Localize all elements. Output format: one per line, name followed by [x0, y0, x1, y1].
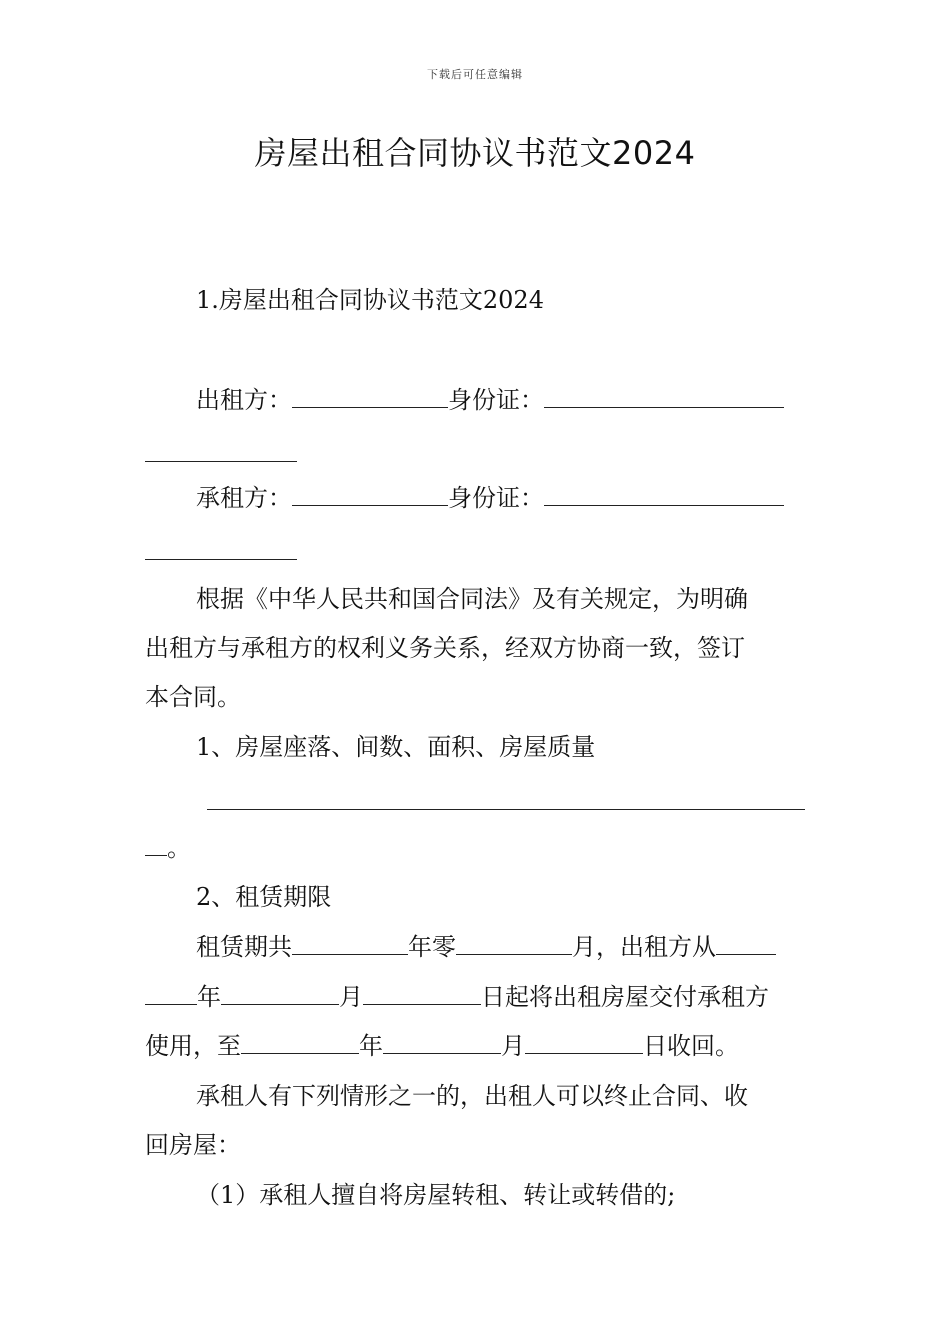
handover-label: 日起将出租房屋交付承租方 — [481, 983, 769, 1011]
years-label: 年零 — [408, 933, 456, 961]
lessee-label: 承租方： — [196, 484, 292, 512]
end-year-label: 年 — [359, 1032, 383, 1060]
clause-1-blank[interactable] — [207, 808, 805, 810]
lessee-blank[interactable] — [292, 483, 448, 506]
lease-years-blank[interactable] — [292, 932, 408, 955]
start-year-label: 年 — [197, 983, 221, 1011]
lessee-id-blank-continued[interactable] — [145, 558, 297, 560]
clause-1-blank-continued[interactable] — [145, 833, 167, 856]
termination-line-2: 回房屋： — [145, 1131, 241, 1159]
intro-line-1: 根据《中华人民共和国合同法》及有关规定，为明确 — [196, 585, 748, 613]
intro-line-3: 本合同。 — [145, 683, 241, 711]
end-day-label: 日收回。 — [643, 1032, 739, 1060]
end-year-blank[interactable] — [241, 1031, 359, 1054]
header-note: 下载后可任意编辑 — [427, 68, 523, 81]
lessee-id-blank[interactable] — [544, 483, 784, 506]
start-month-blank[interactable] — [221, 982, 339, 1005]
lessor-label: 出租方： — [196, 386, 292, 414]
clause-2-line-2 — [145, 982, 769, 1012]
lessor-line — [196, 385, 784, 415]
lease-months-blank[interactable] — [456, 932, 572, 955]
termination-item-1: （1）承租人擅自将房屋转租、转让或转借的; — [196, 1181, 676, 1209]
lessor-id-blank-continued[interactable] — [145, 460, 297, 462]
lessee-id-label: 身份证： — [448, 484, 544, 512]
lessee-line — [196, 483, 784, 513]
lessor-blank[interactable] — [292, 385, 448, 408]
section-heading: 1.房屋出租合同协议书范文2024 — [196, 286, 544, 314]
lessor-id-blank[interactable] — [544, 385, 784, 408]
use-until-label: 使用，至 — [145, 1032, 241, 1060]
lessor-id-label: 身份证： — [448, 386, 544, 414]
start-year-blank-continued[interactable] — [145, 982, 197, 1005]
start-from-label: 月，出租方从 — [572, 933, 716, 961]
end-day-blank[interactable] — [525, 1031, 643, 1054]
clause-1-end: 。 — [167, 834, 191, 862]
start-month-label: 月 — [339, 983, 363, 1011]
start-year-blank[interactable] — [716, 932, 776, 955]
termination-line-1: 承租人有下列情形之一的，出租人可以终止合同、收 — [196, 1082, 748, 1110]
clause-1-heading: 1、房屋座落、间数、面积、房屋质量 — [196, 733, 596, 761]
document-title: 房屋出租合同协议书范文2024 — [254, 134, 696, 172]
clause-1-end-line — [145, 833, 191, 863]
start-day-blank[interactable] — [363, 982, 481, 1005]
end-month-blank[interactable] — [383, 1031, 501, 1054]
end-month-label: 月 — [501, 1032, 525, 1060]
clause-2-line-1 — [196, 932, 776, 962]
lease-term-label: 租赁期共 — [196, 933, 292, 961]
intro-line-2: 出租方与承租方的权利义务关系，经双方协商一致，签订 — [145, 634, 745, 662]
clause-2-line-3 — [145, 1031, 739, 1061]
clause-2-heading: 2、租赁期限 — [196, 883, 332, 911]
